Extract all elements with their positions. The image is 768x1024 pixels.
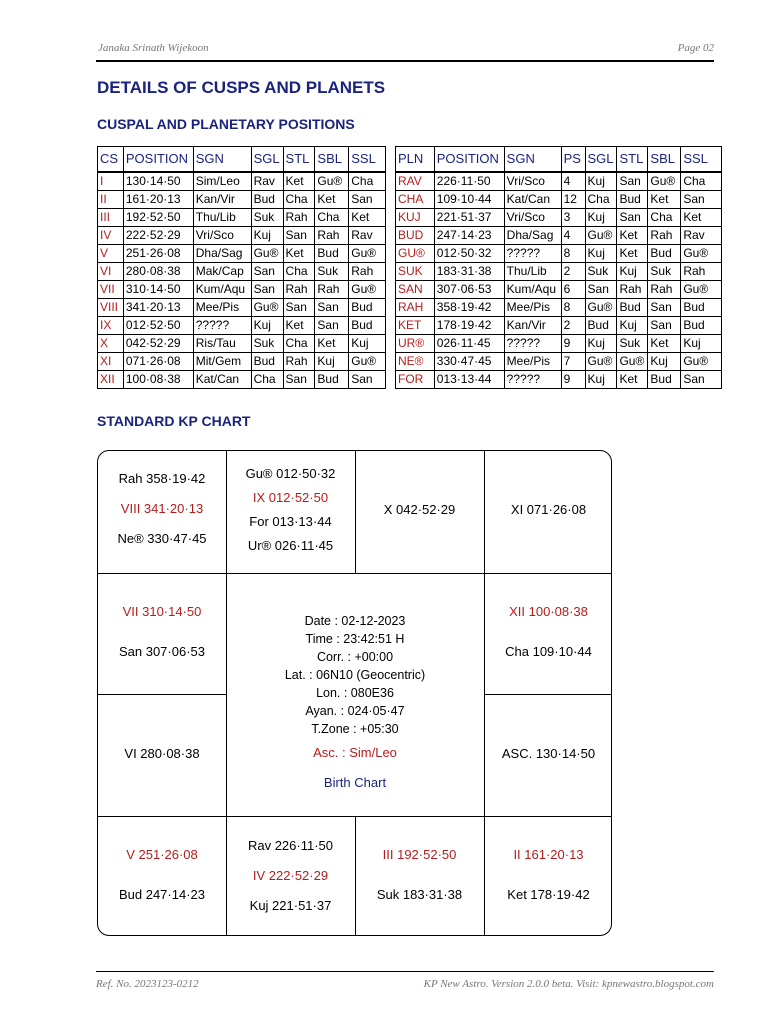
table-cell: 2 <box>561 263 585 281</box>
planet-line: Cha 109·10·44 <box>505 644 592 659</box>
table-cell: Suk <box>617 335 648 353</box>
table-cell: Rah <box>283 209 315 227</box>
table-cell: Rav <box>349 227 386 245</box>
table-cell: Vri/Sco <box>504 209 561 227</box>
table-cell: Rah <box>315 281 349 299</box>
table-cell: ????? <box>504 245 561 263</box>
house-libra <box>355 843 484 907</box>
table-cell: 3 <box>561 209 585 227</box>
cusp-line: XII 100·08·38 <box>509 604 588 619</box>
table-cell: 330·47·45 <box>434 353 504 371</box>
table-cell: Gu® <box>349 353 386 371</box>
kp-chart <box>97 450 612 936</box>
table-cell: Rah <box>681 263 722 281</box>
table-cell: Bud <box>681 317 722 335</box>
row-label: III <box>98 209 124 227</box>
table-cell: Gu® <box>349 281 386 299</box>
table-cell: Kuj <box>251 317 283 335</box>
ascendant-sign: Asc. : Sim/Leo <box>313 745 397 760</box>
table-cell: Rah <box>283 353 315 371</box>
table-cell: Kuj <box>585 209 617 227</box>
table-cell: Mak/Cap <box>193 263 251 281</box>
planet-line: Ur® 026·11·45 <box>247 538 334 553</box>
cusp-row <box>98 245 386 263</box>
table-cell: 161·20·13 <box>123 191 193 209</box>
planet-row <box>396 281 722 299</box>
column-header: CS <box>98 147 124 173</box>
planet-row <box>396 227 722 245</box>
row-label: RAH <box>396 299 435 317</box>
grid-line <box>98 573 612 574</box>
table-cell: 341·20·13 <box>123 299 193 317</box>
table-cell: San <box>648 317 681 335</box>
table-cell: Kuj <box>585 335 617 353</box>
planet-row <box>396 172 722 191</box>
table-cell: Cha <box>585 191 617 209</box>
table-cell: 358·19·42 <box>434 299 504 317</box>
page-number: Page 02 <box>677 42 714 54</box>
table-cell: Kan/Vir <box>504 317 561 335</box>
table-cell: 026·11·45 <box>434 335 504 353</box>
cusp-row <box>98 335 386 353</box>
house-gemini <box>484 498 612 522</box>
chart-heading: STANDARD KP CHART <box>97 413 251 429</box>
table-cell: 4 <box>561 172 585 191</box>
planet-row <box>396 317 722 335</box>
row-label: UR® <box>396 335 435 353</box>
table-cell: Kuj <box>315 353 349 371</box>
table-cell: 100·08·38 <box>123 371 193 389</box>
planet-line: Rav 226·11·50 <box>247 838 334 853</box>
table-cell: Thu/Lib <box>504 263 561 281</box>
table-cell: 9 <box>561 335 585 353</box>
planet-table-header <box>396 147 722 173</box>
grid-line <box>484 694 612 695</box>
table-cell: Gu® <box>681 353 722 371</box>
table-cell: Kuj <box>585 172 617 191</box>
cusp-row <box>98 317 386 335</box>
table-cell: 8 <box>561 299 585 317</box>
table-cell: San <box>315 317 349 335</box>
cusp-line: IV 222·52·29 <box>252 868 329 883</box>
cusp-row <box>98 209 386 227</box>
house-capricorn <box>98 742 226 766</box>
table-cell: Rah <box>283 281 315 299</box>
table-cell: San <box>617 172 648 191</box>
cusp-line: XI 071·26·08 <box>510 502 587 517</box>
table-cell: 221·51·37 <box>434 209 504 227</box>
row-label: II <box>98 191 124 209</box>
house-cancer <box>484 600 612 664</box>
planet-row <box>396 299 722 317</box>
ayanamsa: Ayan. : 024·05·47 <box>305 704 405 718</box>
planet-row <box>396 245 722 263</box>
table-cell: Kum/Aqu <box>504 281 561 299</box>
table-cell: 280·08·38 <box>123 263 193 281</box>
table-cell: Suk <box>251 209 283 227</box>
table-cell: 109·10·44 <box>434 191 504 209</box>
row-label: SAN <box>396 281 435 299</box>
table-cell: Ket <box>648 335 681 353</box>
cusp-row <box>98 281 386 299</box>
table-cell: San <box>648 299 681 317</box>
table-cell: Gu® <box>585 227 617 245</box>
row-label: RAV <box>396 172 435 191</box>
planet-line: Rah 358·19·42 <box>118 471 206 486</box>
table-cell: Gu® <box>585 353 617 371</box>
table-cell: Cha <box>251 371 283 389</box>
table-cell: Rav <box>681 227 722 245</box>
positions-heading: CUSPAL AND PLANETARY POSITIONS <box>97 116 355 132</box>
cusp-line: X 042·52·29 <box>383 502 456 517</box>
table-cell: 12 <box>561 191 585 209</box>
table-cell: Mee/Pis <box>504 353 561 371</box>
table-cell: Ket <box>648 191 681 209</box>
planet-row <box>396 335 722 353</box>
column-header: SGL <box>585 147 617 173</box>
table-cell: 4 <box>561 227 585 245</box>
column-header: SSL <box>349 147 386 173</box>
table-cell: Sim/Leo <box>193 172 251 191</box>
cusp-row <box>98 172 386 191</box>
row-label: XII <box>98 371 124 389</box>
table-cell: 226·11·50 <box>434 172 504 191</box>
table-cell: Kuj <box>251 227 283 245</box>
grid-line <box>98 694 226 695</box>
birth-time: Time : 23:42:51 H <box>305 632 405 646</box>
cusp-row <box>98 191 386 209</box>
planet-row <box>396 353 722 371</box>
planet-line: Ne® 330·47·45 <box>117 531 207 546</box>
table-cell: Mit/Gem <box>193 353 251 371</box>
cusp-line: VI 280·08·38 <box>124 746 200 761</box>
table-cell: Cha <box>349 172 386 191</box>
table-cell: Gu® <box>251 245 283 263</box>
table-cell: San <box>283 299 315 317</box>
table-cell: Kat/Can <box>193 371 251 389</box>
table-cell: 8 <box>561 245 585 263</box>
grid-line <box>98 816 612 817</box>
table-cell: Bud <box>251 353 283 371</box>
table-cell: 183·31·38 <box>434 263 504 281</box>
table-cell: Gu® <box>251 299 283 317</box>
table-cell: Ket <box>681 209 722 227</box>
house-taurus <box>355 498 484 522</box>
table-cell: Mee/Pis <box>504 299 561 317</box>
table-cell: Ket <box>617 227 648 245</box>
table-cell: Cha <box>283 191 315 209</box>
table-cell: Suk <box>648 263 681 281</box>
table-cell: Kuj <box>681 335 722 353</box>
row-label: X <box>98 335 124 353</box>
table-cell: Kuj <box>648 353 681 371</box>
table-cell: Rah <box>315 227 349 245</box>
table-cell: 6 <box>561 281 585 299</box>
table-cell: Thu/Lib <box>193 209 251 227</box>
table-cell: 310·14·50 <box>123 281 193 299</box>
table-cell: San <box>251 263 283 281</box>
column-header: STL <box>617 147 648 173</box>
table-cell: ????? <box>504 335 561 353</box>
table-cell: Dha/Sag <box>193 245 251 263</box>
cusp-line: V 251·26·08 <box>126 847 198 862</box>
cusp-line: VII 310·14·50 <box>122 604 202 619</box>
cusp-row <box>98 353 386 371</box>
table-cell: Gu® <box>681 245 722 263</box>
table-cell: Rah <box>648 227 681 245</box>
table-cell: Kat/Can <box>504 191 561 209</box>
column-header: SBL <box>315 147 349 173</box>
table-cell: 222·52·29 <box>123 227 193 245</box>
author-name: Janaka Srinath Wijekoon <box>98 42 209 54</box>
table-cell: San <box>585 281 617 299</box>
house-pisces <box>98 467 226 551</box>
page-footer <box>96 971 714 990</box>
row-label: VII <box>98 281 124 299</box>
chart-label: Birth Chart <box>323 775 387 790</box>
table-cell: Suk <box>315 263 349 281</box>
table-cell: Bud <box>349 317 386 335</box>
table-cell: Rah <box>617 281 648 299</box>
table-cell: Gu® <box>617 353 648 371</box>
table-cell: San <box>251 281 283 299</box>
column-header: SGN <box>504 147 561 173</box>
planet-line: For 013·13·44 <box>249 514 332 529</box>
row-label: XI <box>98 353 124 371</box>
table-cell: Suk <box>585 263 617 281</box>
planet-table <box>395 146 722 389</box>
table-cell: San <box>283 371 315 389</box>
table-cell: Ket <box>315 191 349 209</box>
table-cell: Dha/Sag <box>504 227 561 245</box>
table-cell: Rah <box>349 263 386 281</box>
row-label: VIII <box>98 299 124 317</box>
row-label: IV <box>98 227 124 245</box>
row-label: KET <box>396 317 435 335</box>
time-zone: T.Zone : +05:30 <box>311 722 399 736</box>
table-cell: Bud <box>617 299 648 317</box>
column-header: POSITION <box>434 147 504 173</box>
table-cell: Gu® <box>315 172 349 191</box>
row-label: FOR <box>396 371 435 389</box>
table-cell: Kum/Aqu <box>193 281 251 299</box>
chart-center-info <box>226 612 484 792</box>
planet-line: Suk 183·31·38 <box>376 887 463 902</box>
cusp-table <box>97 146 386 389</box>
house-scorpio <box>226 834 355 918</box>
row-label: I <box>98 172 124 191</box>
table-cell: Kan/Vir <box>193 191 251 209</box>
house-sagittarius <box>98 843 226 907</box>
table-cell: Ket <box>617 371 648 389</box>
planet-row <box>396 209 722 227</box>
table-cell: Kuj <box>349 335 386 353</box>
column-header: STL <box>283 147 315 173</box>
longitude: Lon. : 080E36 <box>316 686 394 700</box>
table-cell: Kuj <box>585 245 617 263</box>
table-cell: San <box>315 299 349 317</box>
column-header: SBL <box>648 147 681 173</box>
planet-row <box>396 191 722 209</box>
row-label: BUD <box>396 227 435 245</box>
cusp-line: VIII 341·20·13 <box>120 501 204 516</box>
table-cell: Ket <box>283 245 315 263</box>
table-cell: Kuj <box>617 263 648 281</box>
table-cell: Gu® <box>648 172 681 191</box>
table-cell: San <box>681 191 722 209</box>
table-cell: Rav <box>251 172 283 191</box>
cusp-row <box>98 299 386 317</box>
planet-line: Gu® 012·50·32 <box>245 466 336 481</box>
latitude: Lat. : 06N10 (Geocentric) <box>284 668 426 682</box>
planet-line: Ket 178·19·42 <box>507 887 590 902</box>
table-cell: Bud <box>349 299 386 317</box>
column-header: POSITION <box>123 147 193 173</box>
table-cell: Bud <box>585 317 617 335</box>
table-cell: Vri/Sco <box>504 172 561 191</box>
column-header: SSL <box>681 147 722 173</box>
app-credit: KP New Astro. Version 2.0.0 beta. Visit: kpnewastro.blogspot.com <box>423 978 714 990</box>
table-cell: 012·50·32 <box>434 245 504 263</box>
table-cell: 2 <box>561 317 585 335</box>
table-cell: Bud <box>648 371 681 389</box>
table-cell: Rah <box>648 281 681 299</box>
table-cell: 071·26·08 <box>123 353 193 371</box>
table-cell: 251·26·08 <box>123 245 193 263</box>
table-cell: Cha <box>681 172 722 191</box>
table-cell: Ket <box>283 317 315 335</box>
table-cell: Cha <box>283 335 315 353</box>
table-cell: Suk <box>251 335 283 353</box>
cusp-line: IX 012·52·50 <box>252 490 329 505</box>
column-header: PS <box>561 147 585 173</box>
ascendant-line: ASC. 130·14·50 <box>501 746 596 761</box>
table-cell: Vri/Sco <box>193 227 251 245</box>
reference-number: Ref. No. 2023123-0212 <box>96 978 199 990</box>
planet-row <box>396 371 722 389</box>
house-aries <box>226 462 355 558</box>
table-cell: Cha <box>315 209 349 227</box>
table-cell: San <box>349 191 386 209</box>
table-cell: 9 <box>561 371 585 389</box>
row-label: NE® <box>396 353 435 371</box>
cusp-row <box>98 227 386 245</box>
table-cell: Bud <box>315 245 349 263</box>
cusp-table-header <box>98 147 386 173</box>
column-header: SGN <box>193 147 251 173</box>
table-cell: Bud <box>681 299 722 317</box>
table-cell: Gu® <box>349 245 386 263</box>
table-cell: Mee/Pis <box>193 299 251 317</box>
table-cell: Bud <box>315 371 349 389</box>
page-header <box>96 42 714 62</box>
table-cell: ????? <box>193 317 251 335</box>
table-cell: Ket <box>617 245 648 263</box>
table-cell: 042·52·29 <box>123 335 193 353</box>
table-cell: San <box>617 209 648 227</box>
row-label: SUK <box>396 263 435 281</box>
house-aquarius <box>98 600 226 664</box>
column-header: PLN <box>396 147 435 173</box>
table-cell: 012·52·50 <box>123 317 193 335</box>
row-label: CHA <box>396 191 435 209</box>
table-cell: Ket <box>283 172 315 191</box>
table-cell: Ris/Tau <box>193 335 251 353</box>
table-cell: 013·13·44 <box>434 371 504 389</box>
column-header: SGL <box>251 147 283 173</box>
table-cell: 192·52·50 <box>123 209 193 227</box>
table-cell: Ket <box>315 335 349 353</box>
table-cell: 130·14·50 <box>123 172 193 191</box>
row-label: V <box>98 245 124 263</box>
planet-row <box>396 263 722 281</box>
planet-line: Bud 247·14·23 <box>118 887 205 902</box>
table-cell: Kuj <box>585 371 617 389</box>
table-cell: Ket <box>349 209 386 227</box>
table-cell: Gu® <box>681 281 722 299</box>
cusp-row <box>98 263 386 281</box>
page-title: DETAILS OF CUSPS AND PLANETS <box>97 78 386 97</box>
table-cell: San <box>681 371 722 389</box>
table-cell: Bud <box>617 191 648 209</box>
cusp-line: III 192·52·50 <box>382 847 457 862</box>
row-label: VI <box>98 263 124 281</box>
row-label: IX <box>98 317 124 335</box>
correction: Corr. : +00:00 <box>316 650 394 664</box>
cusp-row <box>98 371 386 389</box>
table-cell: San <box>283 227 315 245</box>
planet-line: Kuj 221·51·37 <box>249 898 332 913</box>
table-cell: 7 <box>561 353 585 371</box>
row-label: KUJ <box>396 209 435 227</box>
table-cell: Cha <box>648 209 681 227</box>
table-cell: 307·06·53 <box>434 281 504 299</box>
house-virgo <box>484 843 612 907</box>
table-cell: ????? <box>504 371 561 389</box>
table-cell: 178·19·42 <box>434 317 504 335</box>
birth-date: Date : 02-12-2023 <box>304 614 406 628</box>
table-cell: 247·14·23 <box>434 227 504 245</box>
row-label: GU® <box>396 245 435 263</box>
table-cell: Bud <box>648 245 681 263</box>
cusp-line: II 161·20·13 <box>513 847 584 862</box>
planet-line: San 307·06·53 <box>118 644 205 659</box>
table-cell: Gu® <box>585 299 617 317</box>
table-cell: Kuj <box>617 317 648 335</box>
house-leo <box>484 742 612 766</box>
table-cell: Cha <box>283 263 315 281</box>
table-cell: San <box>349 371 386 389</box>
table-cell: Bud <box>251 191 283 209</box>
